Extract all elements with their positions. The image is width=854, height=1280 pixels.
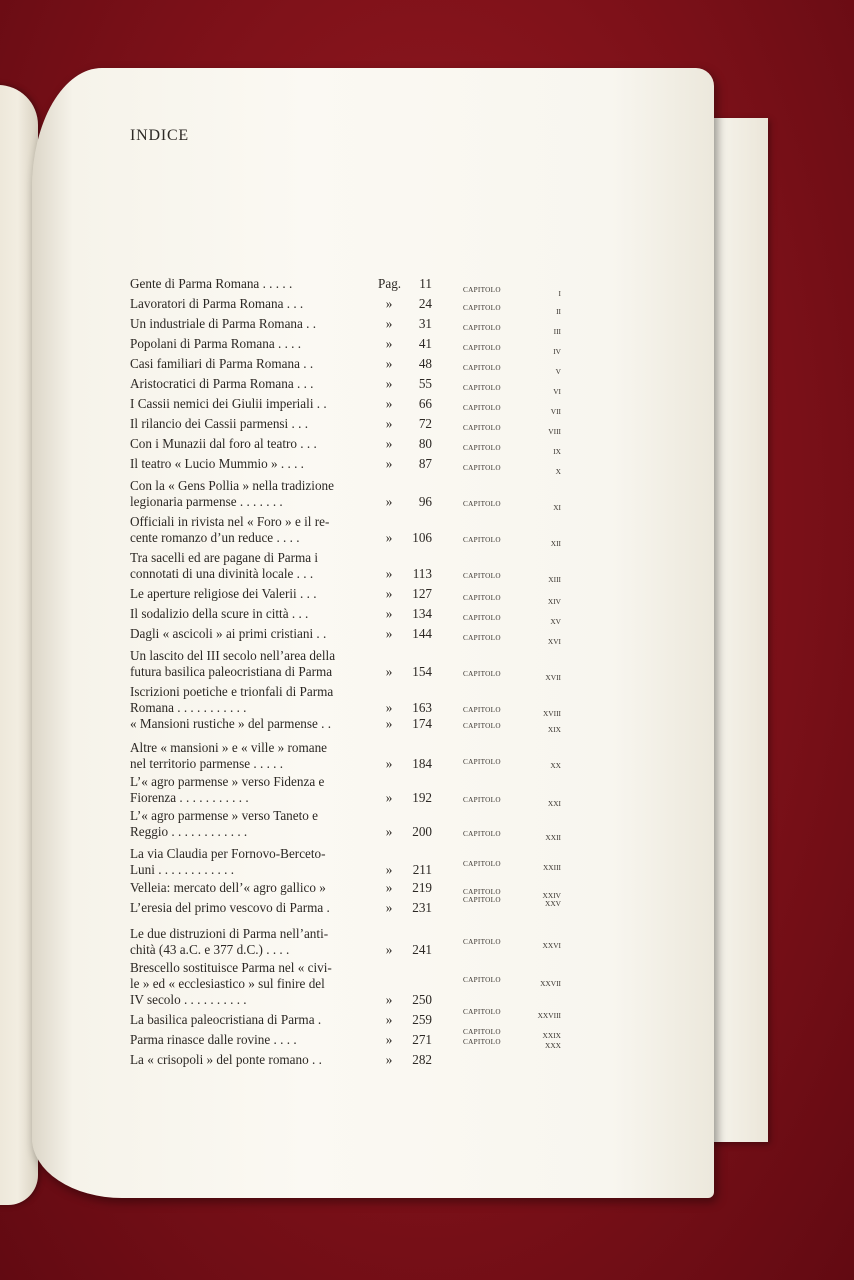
toc-entry-title-line: I Cassii nemici dei Giulii imperiali . . <box>130 396 327 411</box>
toc-page-ref <box>378 606 436 622</box>
toc-page-ref <box>378 336 436 352</box>
toc-entry-title-line: futura basilica paleocristiana di Parma <box>130 664 333 679</box>
toc-entry-title <box>130 276 366 292</box>
toc-entry-title <box>130 960 366 1008</box>
toc-page-ref <box>378 716 436 732</box>
toc-entry-title-line: Le aperture religiose dei Valerii . . . <box>130 586 317 601</box>
toc-entry-title-line: La « crisopoli » del ponte romano . . <box>130 1052 322 1067</box>
page-number: 87 <box>418 456 432 471</box>
toc-entry-title-line: Altre « mansioni » e « ville » romane <box>130 740 328 755</box>
page-number: 24 <box>418 296 432 311</box>
toc-entry <box>130 960 570 1008</box>
toc-page-ref <box>378 1032 436 1048</box>
toc-page-ref <box>378 664 436 680</box>
toc-page-ref <box>378 296 436 312</box>
chapter-numeral: XV <box>550 617 561 626</box>
toc-entry-title-line: Reggio . . . . . . . . . . . . <box>130 824 248 839</box>
toc-entry <box>130 336 570 356</box>
page-marker: » <box>385 992 393 1007</box>
toc-entry-title-line: Luni . . . . . . . . . . . . <box>130 862 235 877</box>
toc-page-ref <box>378 1012 436 1028</box>
toc-entry-title-line: Un lascito del III secolo nell’area della <box>130 648 336 663</box>
toc-entry-title-line: connotati di una divinità locale . . . <box>130 566 314 581</box>
toc-page-ref <box>378 700 436 716</box>
toc-page-ref <box>378 900 436 916</box>
page-number: 259 <box>412 1012 432 1027</box>
toc-entry-title <box>130 478 366 510</box>
chapter-label: CAPITOLO <box>463 384 501 392</box>
toc-entry-title-line: L’eresia del primo vescovo di Parma . <box>130 900 330 915</box>
toc-entry <box>130 648 570 680</box>
toc-page-ref <box>378 942 436 958</box>
chapter-label: CAPITOLO <box>463 938 501 946</box>
toc-entry-title <box>130 606 366 622</box>
toc-entry <box>130 716 570 732</box>
toc-entry <box>130 456 570 476</box>
toc-entry-title-line: IV secolo . . . . . . . . . . <box>130 992 247 1007</box>
toc-entry <box>130 586 570 606</box>
toc-entry-title <box>130 396 366 412</box>
page-marker: » <box>385 900 393 915</box>
page-marker: » <box>385 1032 393 1047</box>
toc-page-ref <box>378 396 436 412</box>
toc-entry-title <box>130 626 366 642</box>
toc-page-ref <box>378 530 436 546</box>
page-marker: » <box>385 416 393 431</box>
page-marker: » <box>385 626 393 641</box>
chapter-label: CAPITOLO <box>463 364 501 372</box>
chapter-numeral: XIX <box>547 725 561 734</box>
toc-entry-title-line: Brescello sostituisce Parma nel « civi- <box>130 960 332 975</box>
page-number: 55 <box>418 376 432 391</box>
toc-entry-title-line: Iscrizioni poetiche e trionfali di Parma <box>130 684 334 699</box>
toc-entry-title-line: La via Claudia per Fornovo-Berceto- <box>130 846 326 861</box>
page-marker: » <box>385 494 393 509</box>
chapter-label: CAPITOLO <box>463 830 501 838</box>
page-number: 174 <box>412 716 432 731</box>
toc-entry-title-line: Aristocratici di Parma Romana . . . <box>130 376 314 391</box>
toc-entry-title <box>130 774 366 806</box>
chapter-numeral: XVI <box>547 637 561 646</box>
toc-entry-title <box>130 716 366 732</box>
toc-page-ref <box>378 566 436 582</box>
chapter-label: CAPITOLO <box>463 614 501 622</box>
toc-entry-title <box>130 514 366 546</box>
toc-entry-title-line: nel territorio parmense . . . . . <box>130 756 284 771</box>
toc-entry <box>130 514 570 546</box>
page-marker: » <box>385 942 393 957</box>
chapter-numeral: VII <box>550 407 561 416</box>
toc-entry <box>130 478 570 510</box>
toc-entry-title-line: Dagli « ascicoli » ai primi cristiani . . <box>130 626 327 641</box>
page-marker: » <box>385 664 393 679</box>
chapter-numeral: XXIX <box>542 1031 561 1040</box>
chapter-numeral: XXIV <box>542 891 561 900</box>
page-marker: » <box>385 790 393 805</box>
toc-entry <box>130 808 570 840</box>
chapter-numeral: I <box>558 289 561 298</box>
page-marker: » <box>385 586 393 601</box>
chapter-numeral: II <box>556 307 561 316</box>
page-marker: » <box>385 1052 393 1067</box>
chapter-label: CAPITOLO <box>463 1028 501 1036</box>
chapter-label: CAPITOLO <box>463 424 501 432</box>
toc-entry-title <box>130 846 366 878</box>
toc-page-ref <box>378 824 436 840</box>
page-marker: » <box>385 316 393 331</box>
page-number: 134 <box>412 606 432 621</box>
toc-entry-title <box>130 550 366 582</box>
toc-entry-title-line: Tra sacelli ed are pagane di Parma i <box>130 550 319 565</box>
chapter-label: CAPITOLO <box>463 1038 501 1046</box>
chapter-numeral: XXIII <box>542 863 561 872</box>
toc-entry-title-line: Un industriale di Parma Romana . . <box>130 316 317 331</box>
chapter-numeral: XI <box>553 503 561 512</box>
toc-entry-title <box>130 740 366 772</box>
toc-entry-title-line: Officiali in rivista nel « Foro » e il re- <box>130 514 330 529</box>
toc-entry-title <box>130 1052 366 1068</box>
toc-entry <box>130 396 570 416</box>
chapter-label: CAPITOLO <box>463 706 501 714</box>
chapter-label: CAPITOLO <box>463 304 501 312</box>
chapter-numeral: III <box>553 327 561 336</box>
page-title: INDICE <box>130 127 190 144</box>
toc-entry-title-line: Le due distruzioni di Parma nell’anti- <box>130 926 329 941</box>
toc-entry <box>130 376 570 396</box>
toc-entry-title <box>130 586 366 602</box>
chapter-label: CAPITOLO <box>463 670 501 678</box>
chapter-numeral: XXVII <box>540 979 561 988</box>
chapter-numeral: XXVI <box>542 941 561 950</box>
toc-page-ref <box>378 992 436 1008</box>
toc-entry-title-line: « Mansioni rustiche » del parmense . . <box>130 716 332 731</box>
page-number: 192 <box>412 790 432 805</box>
toc-entry <box>130 276 570 298</box>
toc-entry-title-line: Il sodalizio della scure in città . . . <box>130 606 309 621</box>
page-number: 211 <box>412 862 432 877</box>
page-number: 144 <box>412 626 432 641</box>
toc-entry <box>130 550 570 582</box>
page-marker: » <box>385 606 393 621</box>
toc-page-ref <box>378 276 436 292</box>
chapter-label: CAPITOLO <box>463 860 501 868</box>
toc-page-ref <box>378 790 436 806</box>
page-number: 96 <box>418 494 432 509</box>
chapter-numeral: VI <box>553 387 561 396</box>
chapter-label: CAPITOLO <box>463 634 501 642</box>
toc-entry <box>130 316 570 336</box>
toc-entry-title <box>130 900 366 916</box>
page-marker: » <box>385 336 393 351</box>
toc-page-ref <box>378 1052 436 1068</box>
toc-entry-title-line: chità (43 a.C. e 377 d.C.) . . . . <box>130 942 290 957</box>
toc-entry-title <box>130 316 366 332</box>
toc-page-ref <box>378 376 436 392</box>
toc-entry-title-line: legionaria parmense . . . . . . . <box>130 494 283 509</box>
toc-entry-title-line: Velleia: mercato dell’« agro gallico » <box>130 880 326 895</box>
toc-entry <box>130 296 570 316</box>
page-marker: » <box>385 700 393 715</box>
toc-page-ref <box>378 316 436 332</box>
chapter-label: CAPITOLO <box>463 758 501 766</box>
toc-entry-title <box>130 376 366 392</box>
chapter-label: CAPITOLO <box>463 572 501 580</box>
page-number: 241 <box>412 942 432 957</box>
toc-entry-title <box>130 1032 366 1048</box>
toc-entry-title-line: Popolani di Parma Romana . . . . <box>130 336 302 351</box>
toc-entry-title-line: Casi familiari di Parma Romana . . <box>130 356 314 371</box>
toc-entry-title <box>130 416 366 432</box>
page-number: 48 <box>418 356 432 371</box>
page-number: 184 <box>412 756 432 771</box>
chapter-label: CAPITOLO <box>463 286 501 294</box>
toc-entry <box>130 416 570 436</box>
toc-entry-title-line: La basilica paleocristiana di Parma . <box>130 1012 322 1027</box>
page-number: 106 <box>412 530 432 545</box>
page-marker: » <box>385 356 393 371</box>
chapter-label: CAPITOLO <box>463 796 501 804</box>
chapter-numeral: X <box>555 467 561 476</box>
page-number: 282 <box>412 1052 432 1067</box>
chapter-numeral: XIV <box>547 597 561 606</box>
chapter-label: CAPITOLO <box>463 404 501 412</box>
chapter-label: CAPITOLO <box>463 888 501 896</box>
page-marker: » <box>385 566 393 581</box>
toc-entry-title <box>130 436 366 452</box>
toc-entry <box>130 606 570 626</box>
chapter-numeral: IX <box>553 447 561 456</box>
page-number: 127 <box>412 586 432 601</box>
chapter-numeral: XXV <box>544 899 561 908</box>
toc-entry-title-line: Fiorenza . . . . . . . . . . . <box>130 790 249 805</box>
chapter-numeral: XIII <box>548 575 561 584</box>
page-number: 113 <box>412 566 432 581</box>
chapter-label: CAPITOLO <box>463 500 501 508</box>
chapter-numeral: V <box>555 367 561 376</box>
page-marker: » <box>385 530 393 545</box>
chapter-numeral: XXVIII <box>537 1011 561 1020</box>
toc-entry-title <box>130 336 366 352</box>
toc-entry <box>130 880 570 900</box>
chapter-label: CAPITOLO <box>463 444 501 452</box>
toc-entry-title-line: L’« agro parmense » verso Taneto e <box>130 808 319 823</box>
page-number: 41 <box>418 336 432 351</box>
toc-entry-title <box>130 880 366 896</box>
page-marker: » <box>385 1012 393 1027</box>
page-marker: » <box>385 376 393 391</box>
toc-entry <box>130 356 570 376</box>
toc-page-ref <box>378 626 436 642</box>
chapter-label: CAPITOLO <box>463 1008 501 1016</box>
toc-entry-title <box>130 648 366 680</box>
toc-entry-title-line: Lavoratori di Parma Romana . . . <box>130 296 304 311</box>
chapter-numeral: XXX <box>544 1041 561 1050</box>
page-number: 163 <box>412 700 432 715</box>
chapter-label: CAPITOLO <box>463 536 501 544</box>
page-number: 154 <box>412 664 432 679</box>
chapter-label: CAPITOLO <box>463 324 501 332</box>
page-marker: » <box>385 756 393 771</box>
page-marker: » <box>385 880 393 895</box>
chapter-label: CAPITOLO <box>463 976 501 984</box>
page-number: 219 <box>412 880 432 895</box>
toc-entry-title <box>130 456 366 472</box>
chapter-numeral: XX <box>550 761 561 770</box>
toc-entry-title-line: Romana . . . . . . . . . . . <box>130 700 247 715</box>
page-marker: » <box>385 716 393 731</box>
toc-entry-title-line: Il rilancio dei Cassii parmensi . . . <box>130 416 308 431</box>
chapter-numeral: XVII <box>545 673 561 682</box>
page-number: 231 <box>412 900 432 915</box>
page-marker: » <box>385 456 393 471</box>
toc-entry-title-line: L’« agro parmense » verso Fidenza e <box>130 774 325 789</box>
page-marker: » <box>385 436 393 451</box>
page-number: 31 <box>418 316 432 331</box>
toc-entry-title-line: le » ed « ecclesiastico » sul finire del <box>130 976 325 991</box>
toc-entry-title-line: Con la « Gens Pollia » nella tradizione <box>130 478 334 493</box>
page-marker: Pag. <box>378 276 402 291</box>
toc-page-ref <box>378 494 436 510</box>
chapter-label: CAPITOLO <box>463 722 501 730</box>
page-number: 72 <box>418 416 432 431</box>
chapter-label: CAPITOLO <box>463 464 501 472</box>
toc-page-ref <box>378 456 436 472</box>
toc-entry-title <box>130 1012 366 1028</box>
page-number: 200 <box>412 824 432 839</box>
chapter-numeral: XII <box>550 539 561 548</box>
toc-entry-title-line: cente romanzo d’un reduce . . . . <box>130 530 300 545</box>
toc-entry <box>130 626 570 646</box>
page-number: 80 <box>418 436 432 451</box>
toc-entry-title-line: Con i Munazii dal foro al teatro . . . <box>130 436 317 451</box>
toc-entry <box>130 896 570 916</box>
chapter-label: CAPITOLO <box>463 896 501 904</box>
toc-entry-title-line: Il teatro « Lucio Mummio » . . . . <box>130 456 304 471</box>
page-number: 271 <box>412 1032 432 1047</box>
toc-entry-title-line: Gente di Parma Romana . . . . . <box>130 276 293 291</box>
page-marker: » <box>385 396 393 411</box>
toc-entry-title <box>130 296 366 312</box>
page-number: 250 <box>412 992 432 1007</box>
toc-entry-title-line: Parma rinasce dalle rovine . . . . <box>130 1032 297 1047</box>
toc-entry <box>130 1008 570 1028</box>
toc-page-ref <box>378 586 436 602</box>
chapter-label: CAPITOLO <box>463 594 501 602</box>
chapter-numeral: XVIII <box>542 709 561 718</box>
toc-entry <box>130 846 570 878</box>
chapter-numeral: XXII <box>545 833 561 842</box>
chapter-numeral: XXI <box>547 799 561 808</box>
toc-entry-title <box>130 808 366 840</box>
page-number: 66 <box>418 396 432 411</box>
page-marker: » <box>385 824 393 839</box>
page-number: 11 <box>419 276 432 291</box>
toc-entry <box>130 684 570 716</box>
toc-page-ref <box>378 356 436 372</box>
toc-page-ref <box>378 880 436 896</box>
toc-page-ref <box>378 756 436 772</box>
toc-entry <box>130 436 570 456</box>
chapter-numeral: VIII <box>548 427 561 436</box>
toc-entry-title <box>130 926 366 958</box>
toc-entry <box>130 774 570 806</box>
toc-page-ref <box>378 416 436 432</box>
chapter-label: CAPITOLO <box>463 344 501 352</box>
toc-entry <box>130 926 570 958</box>
chapter-numeral: IV <box>553 347 561 356</box>
toc-entry-title <box>130 356 366 372</box>
toc-page-ref <box>378 436 436 452</box>
page-marker: » <box>385 862 393 877</box>
toc-entry-title <box>130 684 366 716</box>
toc-page-ref <box>378 862 436 878</box>
toc-entry <box>130 740 570 772</box>
page-marker: » <box>385 296 393 311</box>
